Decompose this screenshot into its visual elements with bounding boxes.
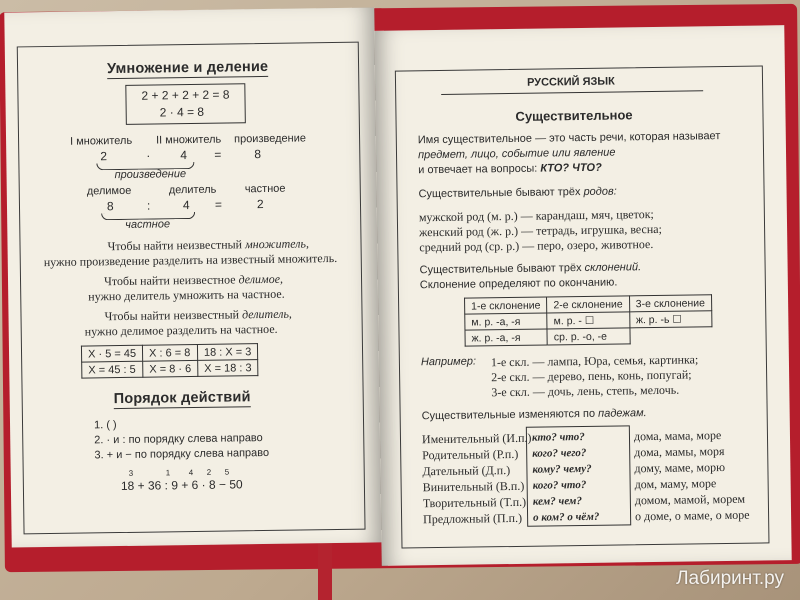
declension-example: 1-е скл. — лампа, Юра, семья, картинка; — [490, 352, 699, 370]
order-step-4: 2 — [206, 467, 212, 477]
declension-cell: ср. р. -о, -е — [547, 328, 629, 345]
divisor-value: 4 — [182, 198, 190, 213]
declension-header: 2-е склонение — [547, 296, 629, 313]
quotient-word: частное — [125, 218, 171, 231]
order-rule-3: 3. + и − по порядку слева направо — [94, 446, 270, 462]
gender-line: женский род (ж. р.) — тетрадь, игрушка, весна; — [419, 221, 663, 240]
order-rule-1: 1. ( ) — [93, 419, 117, 432]
section-title: Существительное — [515, 107, 633, 124]
declension-intro: Существительные бывают трёх склонений. — [419, 261, 642, 277]
dividend-label: делимое — [86, 184, 132, 198]
multiplier1-label: I множитель — [70, 134, 133, 148]
order-expression: 18 + 36 : 9 + 6 · 8 − 50 — [120, 477, 243, 494]
declension-header: 1-е склонение — [465, 297, 547, 314]
rule2-line2: нужно делитель умножить на частное. — [88, 286, 285, 304]
rule1-line1: Чтобы найти неизвестный множитель, — [107, 236, 310, 254]
equation-cell: X : 6 = 8 — [142, 344, 197, 361]
case-example: домом, мамой, морем — [634, 491, 746, 508]
equation-cell: X · 5 = 45 — [81, 345, 142, 362]
rule3-line1: Чтобы найти неизвестный делитель, — [104, 306, 292, 324]
product-value: 8 — [254, 147, 262, 162]
order-title: Порядок действий — [113, 389, 251, 408]
multiplier2-value: 4 — [180, 148, 188, 163]
product-label: произведение — [233, 132, 307, 146]
equals-sign-1: = — [214, 147, 222, 162]
order-step-2: 1 — [165, 468, 171, 478]
declension-cell: ж. р. -ь ☐ — [629, 311, 711, 328]
declension-cell — [630, 327, 712, 344]
case-name: Родительный (Р.п.) — [422, 446, 519, 463]
case-name: Творительный (Т.п.) — [422, 494, 527, 511]
rule2-line1: Чтобы найти неизвестное делимое, — [103, 271, 284, 289]
case-name: Предложный (П.п.) — [423, 510, 523, 527]
case-name: Дательный (Д.п.) — [422, 463, 511, 479]
declension-cell: ж. р. -а, -я — [465, 329, 547, 346]
equation-cell: 18 : X = 3 — [197, 344, 258, 361]
intro-line-3: и отвечает на вопросы: КТО? ЧТО? — [418, 161, 602, 177]
declension-intro-2: Склонение определяют по окончанию. — [419, 276, 618, 292]
case-name: Винительный (В.п.) — [422, 478, 525, 495]
order-step-1: 3 — [128, 468, 134, 478]
equation-cell: X = 8 · 6 — [143, 360, 198, 377]
multiplier2-label: II множитель — [155, 133, 222, 147]
rule1-line2: нужно произведение разделить на известный множитель. — [43, 250, 338, 270]
equation-cell: X = 18 : 3 — [198, 360, 259, 377]
intro-line-1: Имя существительное — это часть речи, которая называет — [417, 130, 721, 147]
gender-line: мужской род (м. р.) — карандаш, мяч, цветок; — [418, 207, 654, 225]
multiplier1-value: 2 — [100, 149, 108, 164]
gender-line: средний род (ср. р.) — перо, озеро, животное. — [419, 237, 654, 255]
dot-sign: · — [146, 148, 151, 163]
cases-intro: Существительные изменяются по падежам. — [421, 407, 647, 423]
quotient-value: 2 — [256, 197, 264, 212]
case-question: кому? чему? — [532, 462, 592, 476]
declension-table — [464, 294, 713, 346]
declension-example: 2-е скл. — дерево, пень, конь, попугай; — [491, 367, 692, 385]
declension-cell: м. р. - ☐ — [547, 312, 629, 329]
product-line: 2 · 4 = 8 — [159, 104, 205, 120]
case-question: о ком? о чём? — [533, 510, 600, 524]
right-page — [374, 25, 791, 566]
case-question: кем? чем? — [532, 495, 583, 508]
case-example: дому, маме, морю — [634, 460, 726, 476]
case-question: кто? что? — [531, 430, 585, 444]
equations-row — [82, 360, 259, 378]
case-question: кого? чего? — [532, 446, 587, 460]
declension-header: 3-е склонение — [629, 295, 711, 312]
multiplication-title: Умножение и деление — [106, 58, 269, 78]
declension-example: 3-е скл. — дочь, лень, степь, мелочь. — [491, 382, 680, 400]
case-example: дом, маму, море — [634, 476, 717, 492]
genders-intro: Существительные бывают трёх родов: — [418, 185, 617, 201]
equations-table — [81, 343, 259, 378]
declension-cell: м. р. -а, -я — [465, 313, 547, 330]
watermark-logo: Лабиринт.ру — [676, 568, 784, 589]
order-rule-2: 2. · и : по порядку слева направо — [94, 432, 263, 447]
case-example: дома, мамы, моря — [634, 444, 725, 460]
case-name: Именительный (И.п.) — [421, 430, 532, 447]
quotient-label: частное — [244, 182, 286, 196]
order-step-3: 4 — [188, 468, 194, 478]
left-page — [4, 7, 381, 547]
intro-line-2: предмет, лицо, событие или явление — [417, 146, 616, 162]
case-example: о доме, о маме, о море — [634, 507, 750, 524]
case-question: кого? что? — [532, 478, 587, 492]
order-step-5: 5 — [224, 467, 230, 477]
equals-sign-2: = — [214, 197, 223, 212]
subject-header: РУССКИЙ ЯЗЫК — [526, 75, 615, 89]
case-example: дома, мама, море — [633, 428, 722, 444]
declension-row — [465, 327, 712, 346]
product-word: произведение — [114, 168, 187, 182]
equation-cell: X = 45 : 5 — [82, 361, 143, 378]
divisor-label: делитель — [168, 183, 217, 197]
sum-line: 2 + 2 + 2 + 2 = 8 — [141, 87, 230, 103]
example-label: Например: — [420, 355, 477, 369]
dividend-value: 8 — [106, 199, 114, 214]
colon-sign: : — [146, 198, 151, 213]
rule3-line2: нужно делимое разделить на частное. — [84, 321, 278, 339]
bookmark-ribbon — [318, 540, 332, 600]
